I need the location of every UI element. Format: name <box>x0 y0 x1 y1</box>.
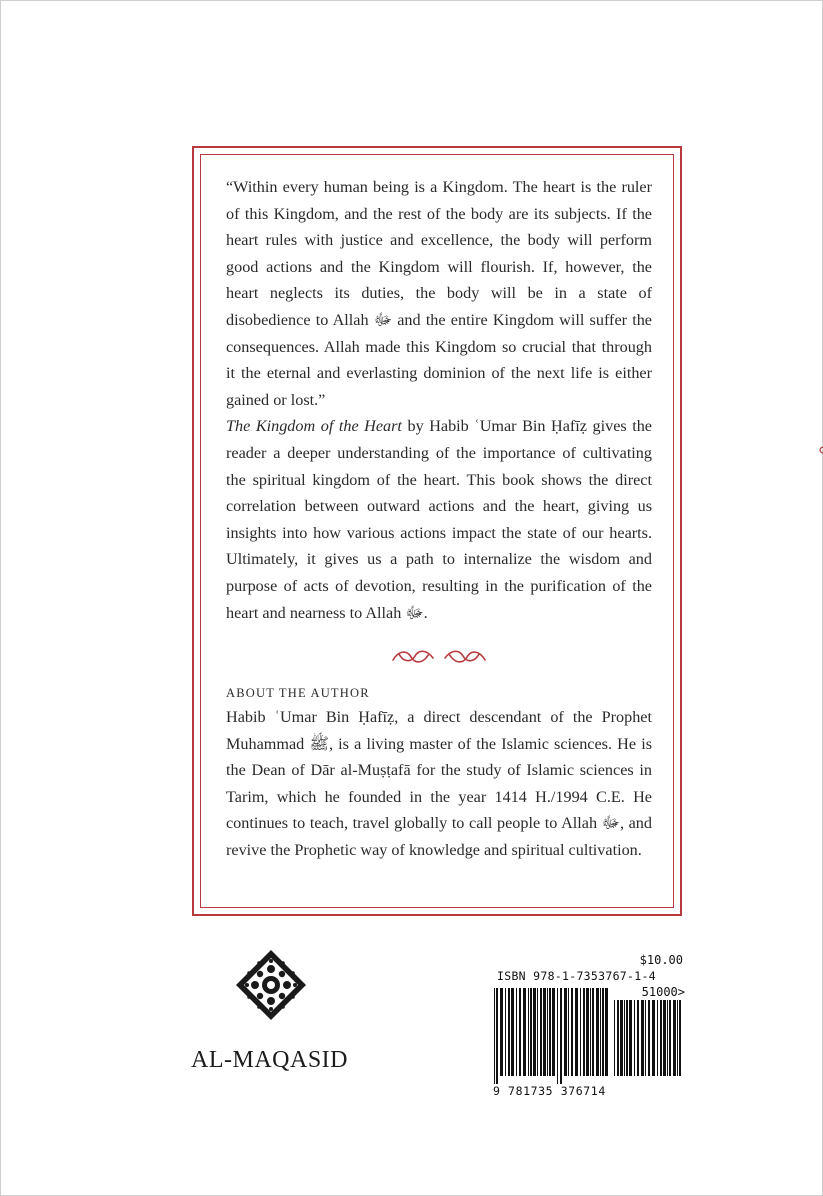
about-author-text: Habib ʿUmar Bin Ḥafīẓ, a direct descendant of the Prophet Muhammad ﷺ, is a living master of the Islamic sciences. He is the Dean of Dār al-Muṣṭafā for the study of Islamic sciences in Tarim, which he founded in the year 1414 H./1994 C.E. He continues to teach, travel globally to call people to Allah ﷻ, and revive the Prophetic way of knowledge and spiritual cultivation. <box>226 708 652 860</box>
addon-barcode-bars <box>613 1000 683 1084</box>
book-title: The Kingdom of the Heart <box>226 417 402 436</box>
publisher-name: AL-MAQASID <box>191 1047 348 1073</box>
barcode-addon-number: 51000> <box>641 985 685 999</box>
price-label: $10.00 <box>639 953 683 967</box>
about-author-heading: ABOUT THE AUTHOR <box>226 686 370 701</box>
geometric-star-logo-icon <box>235 949 307 1021</box>
cover-text-content <box>226 174 652 864</box>
isbn-label: ISBN 978-1-7353767-1-4 <box>497 969 656 983</box>
book-description <box>226 413 652 626</box>
book-description-text: by Habib ʿUmar Bin Ḥafīẓ gives the reader a deeper understanding of the importance of cultivating the spiritual kingdom of the heart. This book shows the direct correlation between outward actions and the heart, giving us insights into how various actions impact the state of our hearts. Ultimately, it gives us a path to internalize the wisdom and purpose of acts of devotion, resulting in the purification of the heart and nearness to Allah ﷻ. <box>226 417 652 622</box>
main-barcode-bars <box>493 988 609 1084</box>
endorsement-quote: “Within every human being is a Kingdom. The heart is the ruler of this Kingdom, and the rest of the body are its subjects. If the heart rules with justice and excellence, the body will perform good actions and the Kingdom will flourish. If, however, the heart neglects its duties, the body will be in a state of disobedience to Allah ﷻ and the entire Kingdom will suffer the consequences. Allah made this Kingdom so crucial that through it the eternal and everlasting dominion of the next life is either gained or lost.” <box>226 178 652 409</box>
barcode-digits: 9 781735 376714 <box>493 1084 606 1098</box>
text-frame <box>192 146 682 916</box>
scroll-divider-icon <box>226 646 652 668</box>
isbn-barcode <box>493 953 685 1106</box>
edge-mark <box>818 441 823 449</box>
